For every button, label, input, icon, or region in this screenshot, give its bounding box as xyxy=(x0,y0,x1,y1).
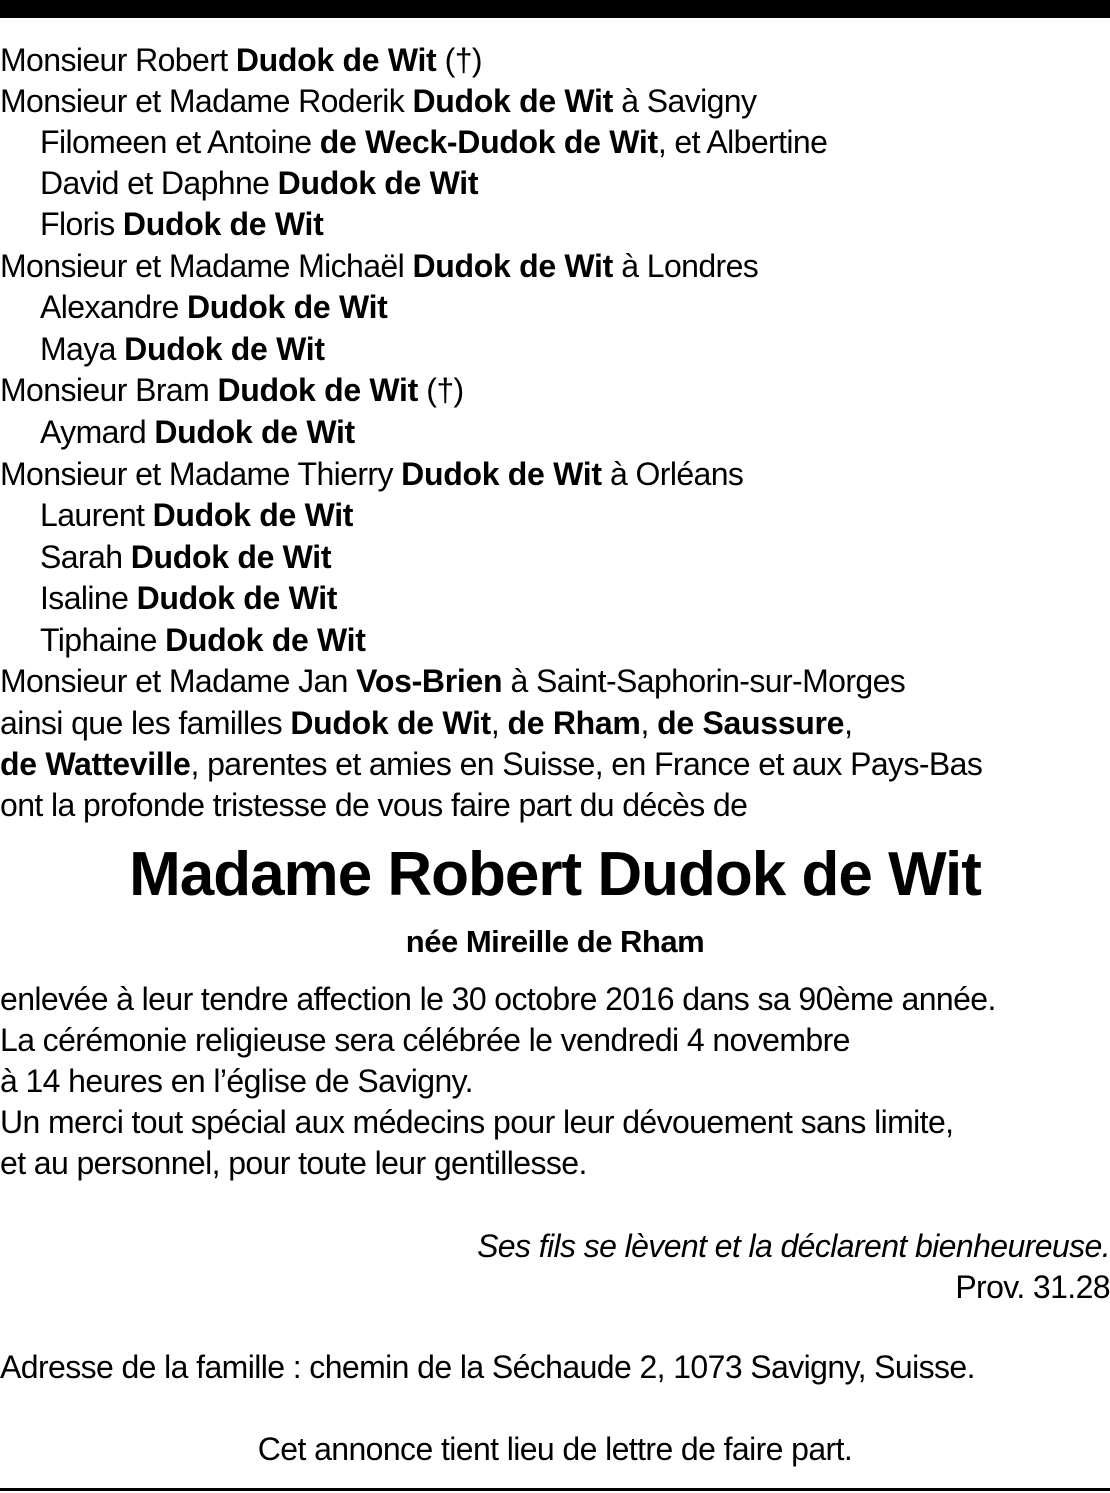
family-line: Monsieur Robert Dudok de Wit (†) xyxy=(0,42,482,78)
family-line: Monsieur et Madame Jan Vos-Brien à Saint-Saphorin-sur-Morges xyxy=(0,663,906,699)
maiden-name: née Mireille de Rham xyxy=(405,924,705,959)
deceased-name: Madame Robert Dudok de Wit xyxy=(129,840,981,909)
top-rule xyxy=(0,0,1110,18)
body-line: La cérémonie religieuse sera célébrée le vendredi 4 novembre xyxy=(0,1022,850,1058)
family-line: Laurent Dudok de Wit xyxy=(40,497,354,533)
family-line: Alexandre Dudok de Wit xyxy=(40,289,388,325)
family-line: Monsieur et Madame Michaël Dudok de Wit à Londres xyxy=(0,248,759,284)
family-line: Isaline Dudok de Wit xyxy=(40,580,338,616)
watteville-line: de Watteville, parentes et amies en Suisse, en France et aux Pays-Bas xyxy=(0,746,983,782)
family-line: Sarah Dudok de Wit xyxy=(40,539,332,575)
quote-reference: Prov. 31.28 xyxy=(955,1269,1110,1305)
family-line: Monsieur et Madame Roderik Dudok de Wit à Savigny xyxy=(0,83,757,119)
family-line: Filomeen et Antoine de Weck-Dudok de Wit, et Albertine xyxy=(40,124,828,160)
family-line: Tiphaine Dudok de Wit xyxy=(40,622,366,658)
family-line: Floris Dudok de Wit xyxy=(40,206,324,242)
announce-line: ont la profonde tristesse de vous faire part du décès de xyxy=(0,787,748,823)
body-line: enlevée à leur tendre affection le 30 octobre 2016 dans sa 90ème année. xyxy=(0,981,996,1017)
body-line: Un merci tout spécial aux médecins pour leur dévouement sans limite, xyxy=(0,1104,954,1140)
families-line: ainsi que les familles Dudok de Wit, de Rham, de Saussure, xyxy=(0,705,853,741)
family-line: Maya Dudok de Wit xyxy=(40,331,325,367)
family-line: Aymard Dudok de Wit xyxy=(40,414,355,450)
closing-note: Cet annonce tient lieu de lettre de faire part. xyxy=(257,1431,853,1467)
family-line: Monsieur et Madame Thierry Dudok de Wit à Orléans xyxy=(0,456,744,492)
body-line: et au personnel, pour toute leur gentillesse. xyxy=(0,1145,587,1181)
family-address: Adresse de la famille : chemin de la Séchaude 2, 1073 Savigny, Suisse. xyxy=(0,1349,975,1385)
family-line: David et Daphne Dudok de Wit xyxy=(40,165,479,201)
body-line: à 14 heures en l’église de Savigny. xyxy=(0,1063,473,1099)
bible-quote: Ses fils se lèvent et la déclarent bienheureuse. xyxy=(477,1228,1110,1264)
family-line: Monsieur Bram Dudok de Wit (†) xyxy=(0,372,464,408)
bottom-rule xyxy=(0,1488,1110,1491)
